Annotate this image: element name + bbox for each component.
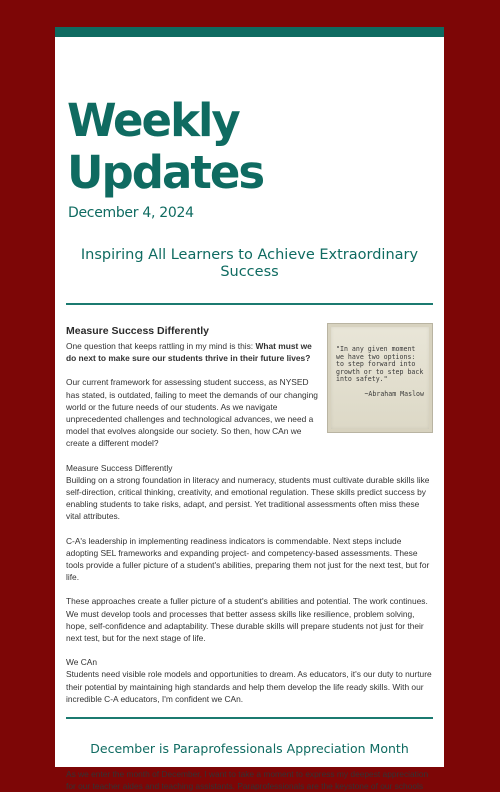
article-measure-success <box>66 325 433 705</box>
article-intro <box>66 340 320 364</box>
intro-question: What must we do next to make sure our students thrive in their future lives? <box>66 341 312 364</box>
divider <box>66 717 433 719</box>
newsletter-date: December 4, 2024 <box>68 205 194 221</box>
paragraph-framework: Our current framework for assessing student success, as NYSED has stated, is outdated, failing to meet the demands of our changing world or the future needs of our students. As we navigate unprecedented challenges and technological advances, we need a model that evolves alongside our society. So then, how CAn we create a different model? <box>66 377 318 449</box>
paragraph-leadership: C-A's leadership in implementing readiness indicators is commendable. Next steps include adopting SEL frameworks and expanding project- and competency-based assessments. These tools provide a fuller picture of a student's abilities, preparing them not just for the next test, but for life. <box>66 535 430 583</box>
quote-author: ~Abraham Maslow <box>364 389 424 398</box>
we-can-heading: We CAn <box>66 657 98 668</box>
article-heading: Measure Success Differently <box>66 325 209 337</box>
divider <box>66 303 433 305</box>
paragraph-paraprofessionals: As we enter the month of December, I want to take a moment to express my deepest appreciation for our teacher aides and teaching assistants. Paraprofessionals are the keystone of our schools <box>66 769 429 792</box>
article-heading-paraprofessionals: December is Paraprofessionals Appreciation Month <box>90 741 409 757</box>
intro-text: One question that keeps rattling in my mind is this: <box>66 341 256 351</box>
newsletter-tagline: Inspiring All Learners to Achieve Extraordinary Success <box>80 247 419 280</box>
quote-text: "In any given moment we have two options: to step forward into growth or to step back into safety." <box>336 345 424 384</box>
subsection-heading: Measure Success Differently <box>66 462 173 473</box>
newsletter-title: Weekly Updates <box>67 94 264 199</box>
paragraph-building: Building on a strong foundation in literacy and numeracy, students must cultivate durable skills like self-direction, critical thinking, creativity, and emotional regulation. These skills predict success by enabling students to take risks, adapt, and persist. Yet traditional assessments often miss these vital attributes. <box>66 474 430 522</box>
paragraph-we-can: Students need visible role models and opportunities to dream. As educators, it's our duty to nurture their potential by maintaining high standards and help them develop the life ready skills. With our incredible C-A educators, I'm confident we CAn. <box>66 669 432 704</box>
quote-image <box>327 323 433 433</box>
paragraph-approaches: These approaches create a fuller picture of a student's abilities and potential. The work continues. We must develop tools and processes that better assess skills like resilience, problem solving, hope, self-confidence and adaptability. These durable skills will prepare students not just for their next test, but for the next stage of life. <box>66 596 428 644</box>
header-bar <box>55 27 444 37</box>
newsletter-card <box>55 27 444 792</box>
